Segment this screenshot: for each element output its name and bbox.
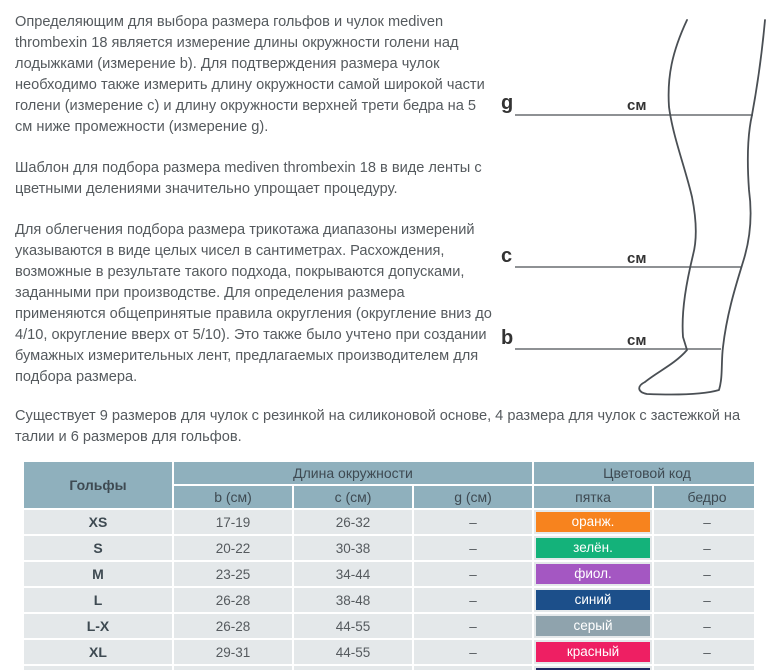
g-cell: –: [414, 640, 532, 664]
g-column-header: g (см): [414, 486, 532, 508]
golf-header: Гольфы: [24, 462, 172, 508]
table-row: [24, 588, 754, 612]
sizes-paragraph: Существует 9 размеров для чулок с резинкой на силиконовой основе, 4 размера для чулок с застежкой на талии и 6 размеров для гольфов.: [15, 408, 741, 445]
c-cell: 26-32: [294, 510, 412, 534]
c-cell: [294, 666, 412, 670]
table-row: [24, 666, 754, 670]
c-label: c: [501, 245, 513, 267]
size-cell: L-X: [24, 614, 172, 638]
size-cell: M: [24, 562, 172, 586]
color-chip: фиол.: [536, 564, 650, 584]
heel-color-cell: [534, 562, 652, 586]
c-unit-label: см: [627, 250, 647, 267]
b-cell: [174, 666, 292, 670]
g-unit-label: см: [627, 97, 647, 114]
color-code-header: Цветовой код: [534, 462, 754, 484]
b-cell: 26-28: [174, 588, 292, 612]
c-cell: 44-55: [294, 640, 412, 664]
thigh-cell: –: [654, 588, 754, 612]
table-row: [24, 536, 754, 560]
b-unit-label: см: [627, 332, 647, 349]
color-chip: оранж.: [536, 512, 650, 532]
table-row: [24, 614, 754, 638]
g-cell: –: [414, 614, 532, 638]
b-cell: 29-31: [174, 640, 292, 664]
g-cell: –: [414, 588, 532, 612]
thigh-cell: –: [654, 562, 754, 586]
size-cell: S: [24, 536, 172, 560]
color-chip: красный: [536, 642, 650, 662]
size-table: [24, 462, 754, 670]
g-cell: [414, 666, 532, 670]
thigh-column-header: бедро: [654, 486, 754, 508]
b-cell: 20-22: [174, 536, 292, 560]
heel-color-cell: [534, 536, 652, 560]
color-chip: серый: [536, 616, 650, 636]
intro-paragraph-3: Для облегчения подбора размера трикотажа диапазоны измерений указываются в виде целых чисел в сантиметрах. Расхождения, возможные в результате такого подхода, покрываются допусками, заданными при производстве. Для определения размера применяются общепринятые правила округления (округление вниз до 4/10, округление вверх от 5/10). Это также было учтено при создании бумажных измерительных лент, предлагаемых производителем для подбора размера.: [15, 222, 492, 385]
c-column-header: c (см): [294, 486, 412, 508]
c-cell: 38-48: [294, 588, 412, 612]
b-label: b: [501, 327, 514, 349]
intro-paragraph-2: Шаблон для подбора размера mediven thrombexin 18 в виде ленты с цветными делениями значительно упрощает процедуру.: [15, 160, 482, 197]
size-cell: [24, 666, 172, 670]
table-row: [24, 562, 754, 586]
g-cell: –: [414, 536, 532, 560]
thigh-cell: –: [654, 536, 754, 560]
thigh-cell: –: [654, 510, 754, 534]
c-cell: 44-55: [294, 614, 412, 638]
b-cell: 26-28: [174, 614, 292, 638]
size-cell: L: [24, 588, 172, 612]
b-cell: 23-25: [174, 562, 292, 586]
thigh-cell: –: [654, 614, 754, 638]
heel-color-cell: [534, 588, 652, 612]
thigh-cell: [654, 666, 754, 670]
leg-outline: [639, 20, 765, 395]
color-chip: зелён.: [536, 538, 650, 558]
table-row: [24, 510, 754, 534]
size-cell: XS: [24, 510, 172, 534]
size-cell: XL: [24, 640, 172, 664]
g-cell: –: [414, 510, 532, 534]
heel-color-cell: [534, 614, 652, 638]
table-row: [24, 640, 754, 664]
circumference-header: Длина окружности: [174, 462, 532, 484]
b-cell: 17-19: [174, 510, 292, 534]
intro-text: [15, 12, 493, 408]
intro-paragraph-1: Определяющим для выбора размера гольфов и чулок mediven thrombexin 18 является измерение длины окружности голени над лодыжками (измерение b). Для подтверждения размера чулок необходимо также измерить длину окружности самой широкой части голени (измерение c) и длину окружности верхней трети бедра на 5 см ниже промежности (измерение g).: [15, 14, 485, 135]
leg-measurement-diagram: [497, 12, 767, 402]
b-column-header: b (см): [174, 486, 292, 508]
color-chip: синий: [536, 590, 650, 610]
g-label: g: [501, 92, 514, 114]
heel-color-cell: [534, 666, 652, 670]
thigh-cell: –: [654, 640, 754, 664]
heel-color-cell: [534, 640, 652, 664]
heel-column-header: пятка: [534, 486, 652, 508]
c-cell: 34-44: [294, 562, 412, 586]
g-cell: –: [414, 562, 532, 586]
heel-color-cell: [534, 510, 652, 534]
c-cell: 30-38: [294, 536, 412, 560]
